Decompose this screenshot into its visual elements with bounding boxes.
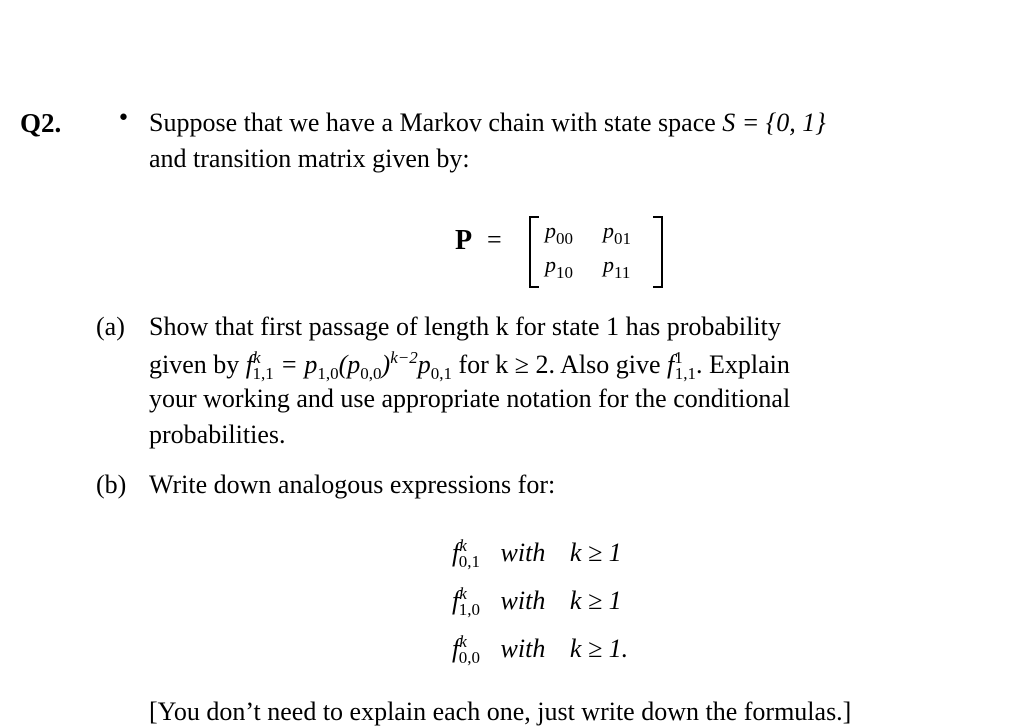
matrix-symbol: P	[455, 225, 473, 256]
part-a-line-1: Show that first passage of length k for state 1 has probability	[149, 312, 781, 341]
eq-sub: 0,0	[458, 648, 481, 667]
eq-f: f	[452, 586, 460, 615]
a-condition: for k ≥ 2. Also give	[458, 350, 661, 379]
eq-cond: k ≥ 1	[569, 538, 622, 567]
transition-matrix	[455, 210, 675, 280]
part-a-line-4: probabilities.	[149, 420, 286, 449]
left-bracket	[529, 216, 539, 288]
a-given-by: given by	[149, 350, 240, 379]
note-text: [You don’t need to explain each one, just write down the formulas.]	[149, 697, 852, 726]
eq-f: f	[452, 538, 460, 567]
matrix-cell-01: $p_{01}$	[603, 218, 631, 248]
eq-sup: k	[459, 584, 467, 603]
part-a-label: (a)	[96, 312, 125, 341]
eq-f: f	[452, 634, 460, 663]
matrix-cell-00: $p_{00}$	[545, 218, 573, 248]
intro-line-1	[149, 108, 826, 138]
eq-cond: k ≥ 1	[569, 586, 622, 615]
matrix-equals: =	[487, 225, 502, 254]
eq-with: with	[500, 634, 546, 663]
part-a-line-2	[149, 348, 790, 384]
first-passage-formula: $f^k_{1,1} = p_{1,0}(p_{0,0})^{k-2}p_{0,1}$	[245, 348, 452, 383]
part-b-label: (b)	[96, 470, 127, 499]
a-explain: . Explain	[696, 350, 790, 379]
equation-row	[452, 584, 622, 620]
part-a-line-3: your working and use appropriate notation for the conditional	[149, 384, 791, 413]
matrix-cell-10: $p_{10}$	[545, 252, 573, 282]
matrix-cell-11: $p_{11}$	[603, 252, 631, 282]
eq-cond: k ≥ 1.	[569, 634, 629, 663]
f11-one: $f^1_{1,1}$	[667, 348, 696, 383]
eq-sup: k	[459, 632, 467, 651]
bullet-icon: •	[117, 106, 130, 131]
eq-sub: 0,1	[458, 552, 481, 571]
right-bracket	[653, 216, 663, 288]
question-label: Q2.	[20, 108, 62, 138]
eq-sup: k	[459, 536, 467, 555]
state-space-set: S = {0, 1}	[722, 108, 826, 137]
equation-row	[452, 536, 622, 572]
intro-line-2: and transition matrix given by:	[149, 144, 470, 173]
equation-row	[452, 632, 628, 668]
eq-sub: 1,0	[458, 600, 481, 619]
intro-text: Suppose that we have a Markov chain with state space	[149, 108, 716, 137]
eq-with: with	[500, 586, 546, 615]
eq-with: with	[500, 538, 546, 567]
part-b-line-1: Write down analogous expressions for:	[149, 470, 556, 499]
